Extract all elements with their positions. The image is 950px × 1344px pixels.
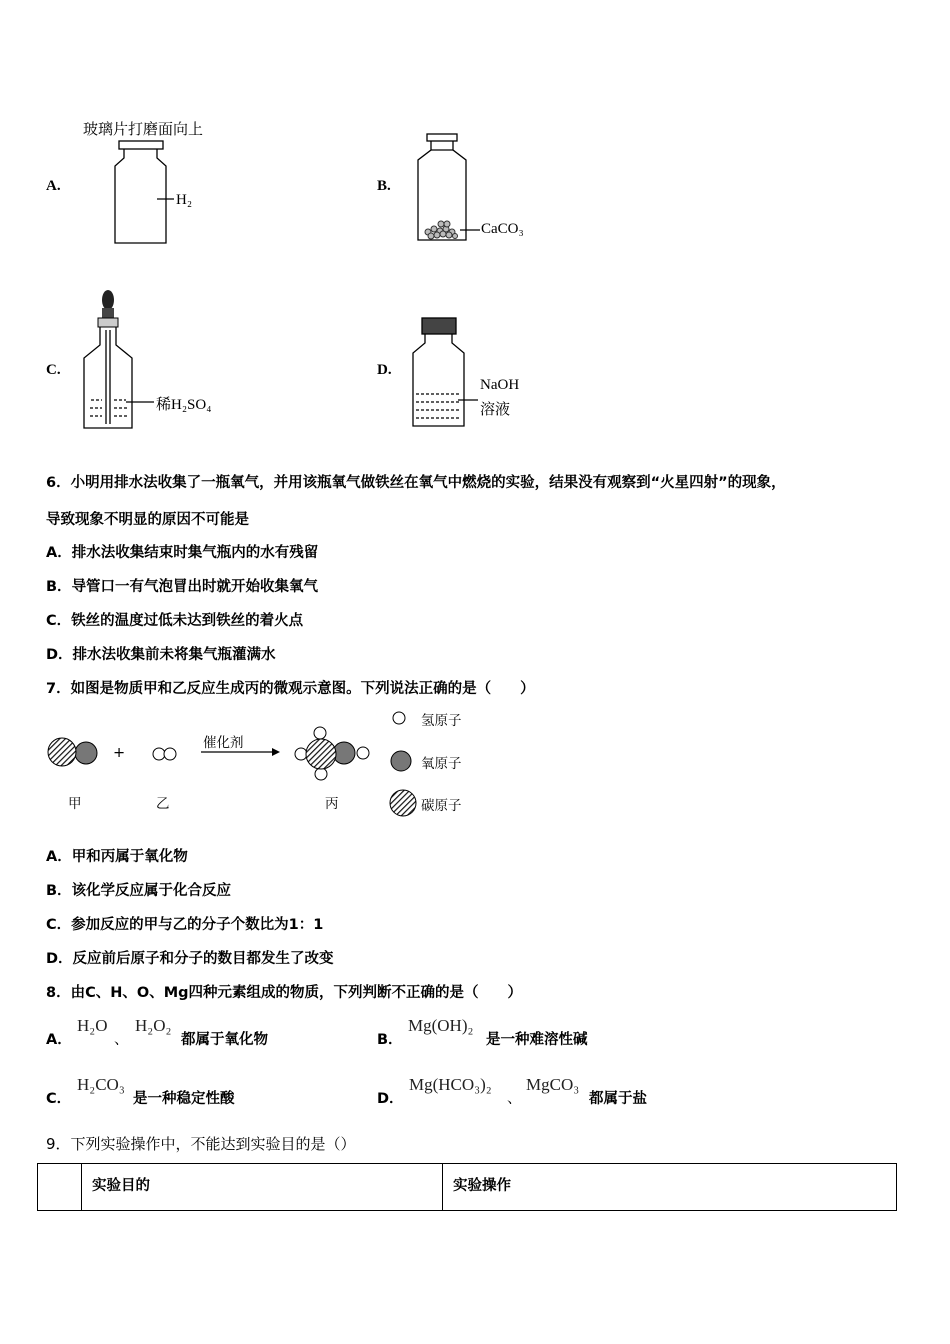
q8-option-a-formula-2: H₂O₂: [135, 1016, 172, 1035]
q5-option-b-letter[interactable]: B.: [377, 178, 391, 194]
bottle-b-drawing: [418, 134, 480, 240]
q7-catalyst-label: 催化剂: [203, 735, 244, 751]
q7-option-b-text: 该化学反应属于化合反应: [71, 883, 232, 899]
table-row: [38, 1164, 897, 1211]
legend-hydrogen: 氢原子: [421, 713, 462, 729]
molecule-yi: [153, 748, 176, 760]
q7-label-bing: 丙: [325, 796, 339, 812]
q6-option-b-letter: B．: [46, 579, 72, 595]
q6-option-c[interactable]: [46, 609, 303, 630]
q6-option-d[interactable]: [46, 643, 276, 664]
q7-option-b[interactable]: [46, 879, 231, 900]
molecule-bing: [295, 727, 369, 780]
legend-carbon: 碳原子: [421, 798, 462, 814]
q8-option-d-separator: 、: [507, 1091, 522, 1107]
q8-stem: 8．由C、H、O、Mg四种元素组成的物质，下列判断不正确的是（ ）: [46, 985, 522, 1001]
q8-option-d-text: 都属于盐: [589, 1091, 647, 1107]
q7-option-a[interactable]: [46, 845, 188, 866]
q6-option-a-text: 排水法收集结束时集气瓶内的水有残留: [71, 545, 319, 561]
q5-option-c-liquid-label: 稀H₂SO₄: [156, 397, 212, 413]
legend-oxygen: 氧原子: [421, 756, 462, 772]
q8-option-a-formula-1: H₂O: [77, 1016, 108, 1035]
q8-option-d-formula-1: Mg(HCO₃)₂: [409, 1075, 492, 1094]
q5-option-a-letter[interactable]: A.: [46, 178, 61, 194]
q8-option-d-letter: D．: [377, 1091, 404, 1107]
q8-option-c-letter: C．: [46, 1091, 72, 1107]
q5-option-a-gas-label: H₂: [176, 192, 193, 208]
q6-option-c-text: 铁丝的温度过低未达到铁丝的着火点: [71, 613, 304, 629]
q5-option-d-label-line1: NaOH: [480, 377, 520, 393]
q8-option-c-formula-1: H₂CO₃: [77, 1075, 125, 1094]
q8-option-b-letter: B．: [377, 1032, 403, 1048]
q7-label-jia: 甲: [68, 796, 82, 812]
q5-option-c-letter[interactable]: C.: [46, 362, 61, 378]
q7-option-d-text: 反应前后原子和分子的数目都发生了改变: [72, 951, 334, 967]
q6-option-a[interactable]: [46, 541, 318, 562]
q7-option-c[interactable]: [46, 913, 323, 934]
q7-option-c-text: 参加反应的甲与乙的分子个数比为1：1: [71, 917, 324, 933]
q9-table: [37, 1163, 897, 1211]
q6-option-d-text: 排水法收集前未将集气瓶灌满水: [72, 647, 276, 663]
bottle-d-drawing: [413, 318, 478, 426]
bottle-c-drawing: [84, 327, 154, 428]
q6-option-d-letter: D．: [46, 647, 73, 663]
q7-option-d[interactable]: [46, 947, 334, 968]
q7-option-c-letter: C．: [46, 917, 72, 933]
q7-option-a-text: 甲和丙属于氧化物: [71, 849, 188, 865]
q6-option-b[interactable]: [46, 575, 318, 596]
q7-option-b-letter: B．: [46, 883, 72, 899]
q8-option-b-formula-1: Mg(OH)₂: [408, 1016, 474, 1035]
q7-stem: 7．如图是物质甲和乙反应生成丙的微观示意图。下列说法正确的是（ ）: [46, 681, 535, 697]
dropper-bulb: [98, 290, 118, 327]
q7-option-d-letter: D．: [46, 951, 73, 967]
q9-stem: 9．下列实验操作中，不能达到实验目的是（）: [46, 1135, 356, 1153]
q5-option-a-top-label: 玻璃片打磨面向上: [83, 120, 204, 138]
q6-option-c-letter: C．: [46, 613, 72, 629]
bottle-a-drawing: [115, 141, 174, 243]
q9-header-index: [38, 1164, 82, 1211]
q8-option-d-formula-2: MgCO₃: [526, 1075, 580, 1094]
caco3-pebbles: [425, 221, 458, 239]
q6-stem-line1: 6．小明用排水法收集了一瓶氧气，并用该瓶氧气做铁丝在氧气中燃烧的实验，结果没有观察到“火星四射”的现象，: [46, 475, 786, 491]
q6-option-b-text: 导管口一有气泡冒出时就开始收集氧气: [71, 579, 319, 595]
q5-option-d-label-line2: 溶液: [480, 400, 511, 418]
q7-option-a-letter: A．: [46, 849, 72, 865]
q7-label-yi: 乙: [156, 796, 170, 812]
q9-header-operation: 实验操作: [443, 1164, 897, 1211]
legend-symbols: [390, 712, 416, 816]
molecule-jia: [48, 738, 97, 766]
q5-option-d-letter[interactable]: D.: [377, 362, 392, 378]
q7-plus-sign: +: [113, 745, 126, 761]
q8-option-a-text: 都属于氧化物: [181, 1032, 268, 1048]
q6-option-a-letter: A．: [46, 545, 72, 561]
q5-option-b-solid-label: CaCO₃: [481, 221, 524, 237]
q6-stem-line2: 导致现象不明显的原因不可能是: [46, 512, 249, 528]
q8-option-a-separator: 、: [114, 1032, 129, 1048]
q8-option-b-text: 是一种难溶性碱: [486, 1032, 588, 1048]
q8-option-a-letter: A．: [46, 1032, 72, 1048]
q8-option-c-text: 是一种稳定性酸: [133, 1091, 235, 1107]
q9-header-purpose: 实验目的: [82, 1164, 443, 1211]
